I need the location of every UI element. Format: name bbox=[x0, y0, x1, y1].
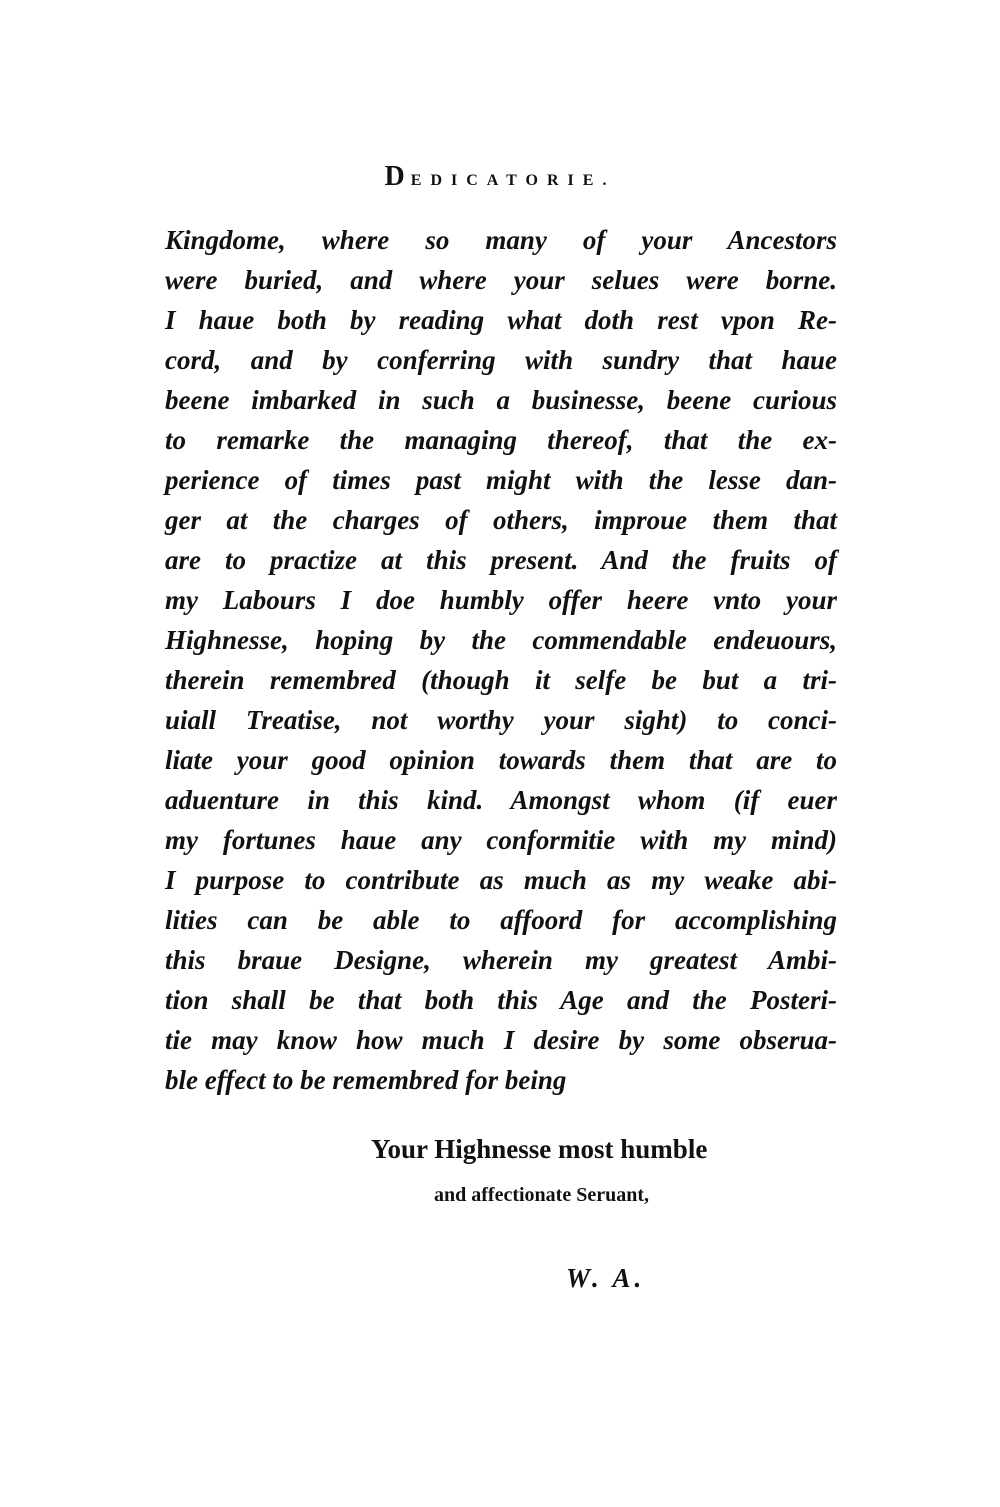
body-line: this braue Designe, wherein my greatest Ambi- bbox=[165, 945, 837, 975]
body-line: are to practize at this present. And the fruits of bbox=[165, 545, 837, 575]
body-line: tion shall be that both this Age and the Posteri- bbox=[165, 985, 837, 1015]
body-line: Kingdome, where so many of your Ancestors bbox=[165, 225, 837, 255]
dedication-body bbox=[165, 220, 837, 1100]
running-head-initial: D bbox=[384, 161, 411, 192]
body-line: therein remembred (though it selfe be but a tri- bbox=[165, 665, 837, 695]
body-line: cord, and by conferring with sundry that haue bbox=[165, 345, 837, 375]
body-line: were buried, and where your selues were borne. bbox=[165, 265, 837, 295]
body-line-last: ble effect to be remembred for being bbox=[165, 1065, 567, 1095]
body-line: I haue both by reading what doth rest vpon Re- bbox=[165, 305, 837, 335]
body-line: I purpose to contribute as much as my weake abi- bbox=[165, 865, 837, 895]
body-line: ger at the charges of others, improue them that bbox=[165, 505, 837, 535]
body-line: Highnesse, hoping by the commendable endeuours, bbox=[165, 625, 837, 655]
body-line: aduenture in this kind. Amongst whom (if euer bbox=[165, 785, 837, 815]
closing-salutation: Your Highnesse most humble bbox=[371, 1134, 708, 1164]
body-line: liate your good opinion towards them that are to bbox=[165, 745, 837, 775]
running-head bbox=[0, 162, 1000, 196]
signature-initials: W. A. bbox=[566, 1263, 646, 1293]
body-line: perience of times past might with the lesse dan- bbox=[165, 465, 837, 495]
body-line: my Labours I doe humbly offer heere vnto your bbox=[165, 585, 837, 615]
body-line: beene imbarked in such a businesse, beene curious bbox=[165, 385, 837, 415]
body-line: to remarke the managing thereof, that the ex- bbox=[165, 425, 837, 455]
body-line: uiall Treatise, not worthy your sight) to conci- bbox=[165, 705, 837, 735]
body-line: tie may know how much I desire by some obserua- bbox=[165, 1025, 837, 1055]
body-line: my fortunes haue any conformitie with my mind) bbox=[165, 825, 837, 855]
closing-servant: and affectionate Seruant, bbox=[434, 1184, 649, 1206]
body-line: lities can be able to affoord for accomplishing bbox=[165, 905, 837, 935]
running-head-rest: EDICATORIE. bbox=[410, 172, 616, 189]
